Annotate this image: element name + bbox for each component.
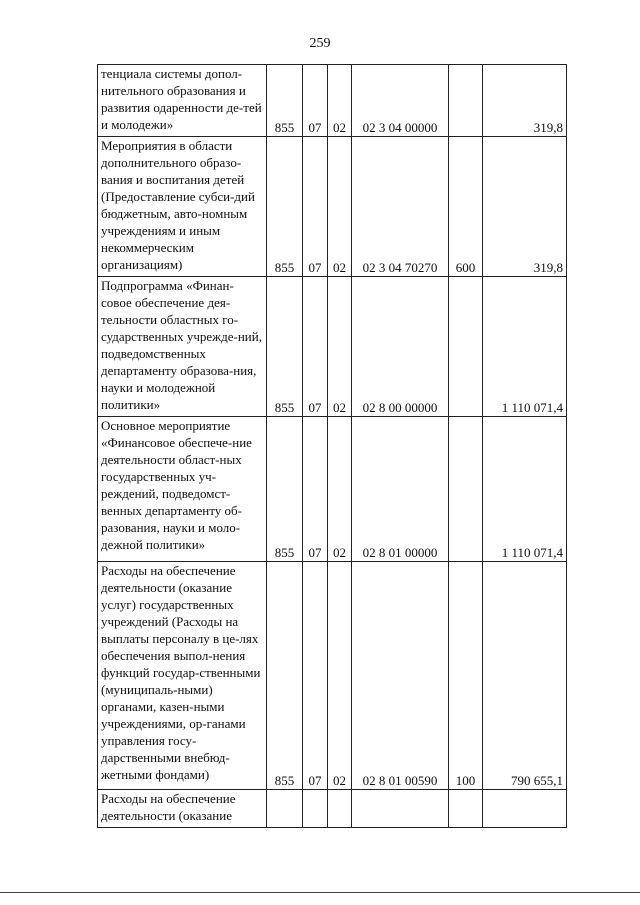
amount-value: 1 110 071,4 (483, 417, 567, 562)
row-description: Основное мероприятие «Финансовое обеспече-ние деятельности област-ных государственных уч-реждений, подведомст-венных департаменту об-разования, науки и моло-дежной политики» (98, 417, 267, 562)
target-article-code: 02 8 01 00000 (352, 417, 449, 562)
amount-value (483, 790, 567, 828)
subsection-code: 02 (328, 417, 352, 562)
row-description: тенциала системы допол-нительного образования и развития одаренности де-тей и молодежи» (98, 65, 267, 137)
amount-value: 1 110 071,4 (483, 277, 567, 417)
expense-type-code (449, 790, 483, 828)
budget-table (97, 64, 567, 828)
subsection-code (328, 790, 352, 828)
expense-type-code (449, 277, 483, 417)
section-code (303, 790, 328, 828)
subsection-code: 02 (328, 562, 352, 790)
row-description: Расходы на обеспечение деятельности (оказание услуг) государственных учреждений (Расходы на выплаты персоналу в це-лях обеспечения выпол-нения функций государ-ственными (муниципаль-ными) органами, казен-ными учреждениями, ор-ганами управления госу-дарственными внебюд-жетными фондами) (98, 562, 267, 790)
ministry-code (267, 790, 303, 828)
target-article-code (352, 790, 449, 828)
section-code: 07 (303, 277, 328, 417)
target-article-code: 02 3 04 70270 (352, 137, 449, 277)
ministry-code: 855 (267, 65, 303, 137)
table-row (98, 277, 567, 417)
ministry-code: 855 (267, 417, 303, 562)
table-row (98, 65, 567, 137)
table-row (98, 137, 567, 277)
amount-value: 319,8 (483, 65, 567, 137)
expense-type-code (449, 65, 483, 137)
ministry-code: 855 (267, 277, 303, 417)
section-code: 07 (303, 417, 328, 562)
page-number: 259 (309, 36, 331, 51)
row-description: Расходы на обеспечение деятельности (оказание (98, 790, 267, 828)
target-article-code: 02 8 01 00590 (352, 562, 449, 790)
target-article-code: 02 3 04 00000 (352, 65, 449, 137)
subsection-code: 02 (328, 65, 352, 137)
target-article-code: 02 8 00 00000 (352, 277, 449, 417)
table-row (98, 790, 567, 828)
amount-value: 790 655,1 (483, 562, 567, 790)
ministry-code: 855 (267, 137, 303, 277)
row-description: Мероприятия в области дополнительного образо-вания и воспитания детей (Предоставление субси-дий бюджетным, авто-номным учреждениям и иным некоммерческим организациям) (98, 137, 267, 277)
expense-type-code (449, 417, 483, 562)
table-body (98, 65, 567, 828)
table-row (98, 562, 567, 790)
expense-type-code: 600 (449, 137, 483, 277)
section-code: 07 (303, 562, 328, 790)
subsection-code: 02 (328, 137, 352, 277)
footer-rule (0, 892, 640, 893)
row-description: Подпрограмма «Финан-совое обеспечение дея-тельности областных го-сударственных учрежде-ний, подведомственных департаменту образова-ния, науки и молодежной политики» (98, 277, 267, 417)
subsection-code: 02 (328, 277, 352, 417)
section-code: 07 (303, 65, 328, 137)
ministry-code: 855 (267, 562, 303, 790)
section-code: 07 (303, 137, 328, 277)
amount-value: 319,8 (483, 137, 567, 277)
expense-type-code: 100 (449, 562, 483, 790)
table-row (98, 417, 567, 562)
